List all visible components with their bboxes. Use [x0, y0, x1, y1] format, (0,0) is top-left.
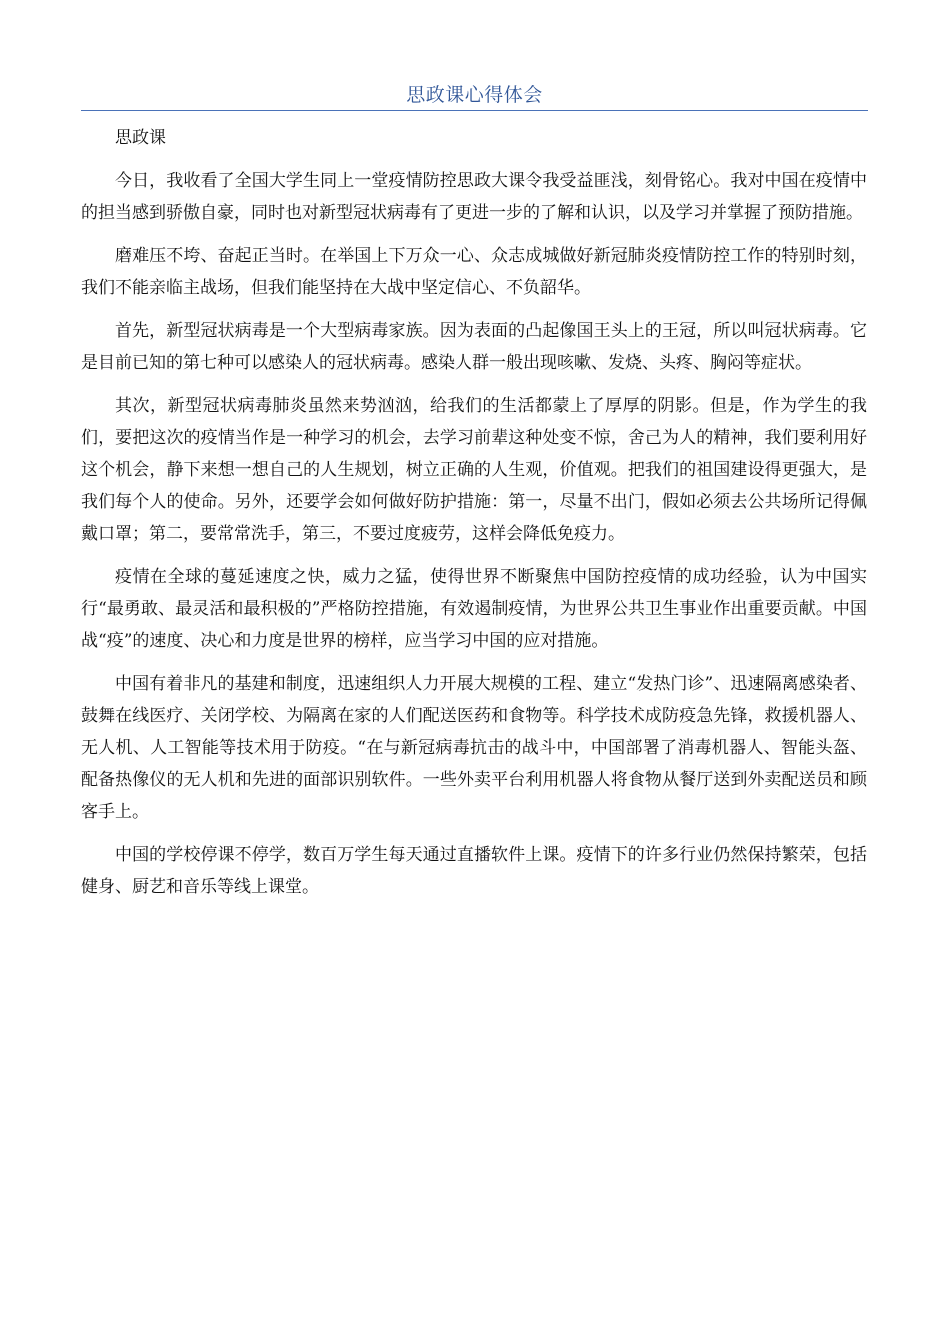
paragraph-3: 首先，新型冠状病毒是一个大型病毒家族。因为表面的凸起像国王头上的王冠，所以叫冠状病毒。它是目前已知的第七种可以感染人的冠状病毒。感染人群一般出现咳嗽、发烧、头疼、胸闷等症状。 [81, 321, 867, 373]
paragraph-1: 今日，我收看了全国大学生同上一堂疫情防控思政大课令我受益匪浅，刻骨铭心。我对中国在疫情中的担当感到骄傲自豪，同时也对新型冠状病毒有了更进一步的了解和认识，以及学习并掌握了预防措施。 [81, 171, 867, 223]
paragraph-2: 磨难压不垮、奋起正当时。在举国上下万众一心、众志成城做好新冠肺炎疫情防控工作的特别时刻，我们不能亲临主战场，但我们能坚持在大战中坚定信心、不负韶华。 [81, 246, 867, 298]
paragraph-5: 疫情在全球的蔓延速度之快，威力之猛，使得世界不断聚焦中国防控疫情的成功经验，认为中国实行“最勇敢、最灵活和最积极的”严格防控措施，有效遏制疫情，为世界公共卫生事业作出重要贡献。中国战“疫”的速度、决心和力度是世界的榜样，应当学习中国的应对措施。 [81, 567, 867, 651]
page-header [81, 80, 868, 111]
paragraph-7: 中国的学校停课不停学，数百万学生每天通过直播软件上课。疫情下的许多行业仍然保持繁荣，包括健身、厨艺和音乐等线上课堂。 [81, 845, 867, 897]
paragraph-6: 中国有着非凡的基建和制度，迅速组织人力开展大规模的工程、建立“发热门诊”、迅速隔离感染者、鼓舞在线医疗、关闭学校、为隔离在家的人们配送医药和食物等。科学技术成防疫急先锋，救援机器人、无人机、人工智能等技术用于防疫。“在与新冠病毒抗击的战斗中，中国部署了消毒机器人、智能头盔、配备热像仪的无人机和先进的面部识别软件。一些外卖平台利用机器人将食物从餐厅送到外卖配送员和顾客手上。 [81, 674, 867, 822]
header-title: 思政课心得体会 [406, 84, 543, 106]
document-body [81, 122, 867, 914]
paragraph-4: 其次，新型冠状病毒肺炎虽然来势汹汹，给我们的生活都蒙上了厚厚的阴影。但是，作为学生的我们，要把这次的疫情当作是一种学习的机会，去学习前辈这种处变不惊，舍己为人的精神，我们要利用好这个机会，静下来想一想自己的人生规划，树立正确的人生观，价值观。把我们的祖国建设得更强大，是我们每个人的使命。另外，还要学会如何做好防护措施：第一，尽量不出门，假如必须去公共场所记得佩戴口罩；第二，要常常洗手，第三，不要过度疲劳，这样会降低免疫力。 [81, 396, 867, 544]
document-subtitle: 思政课 [115, 128, 166, 148]
